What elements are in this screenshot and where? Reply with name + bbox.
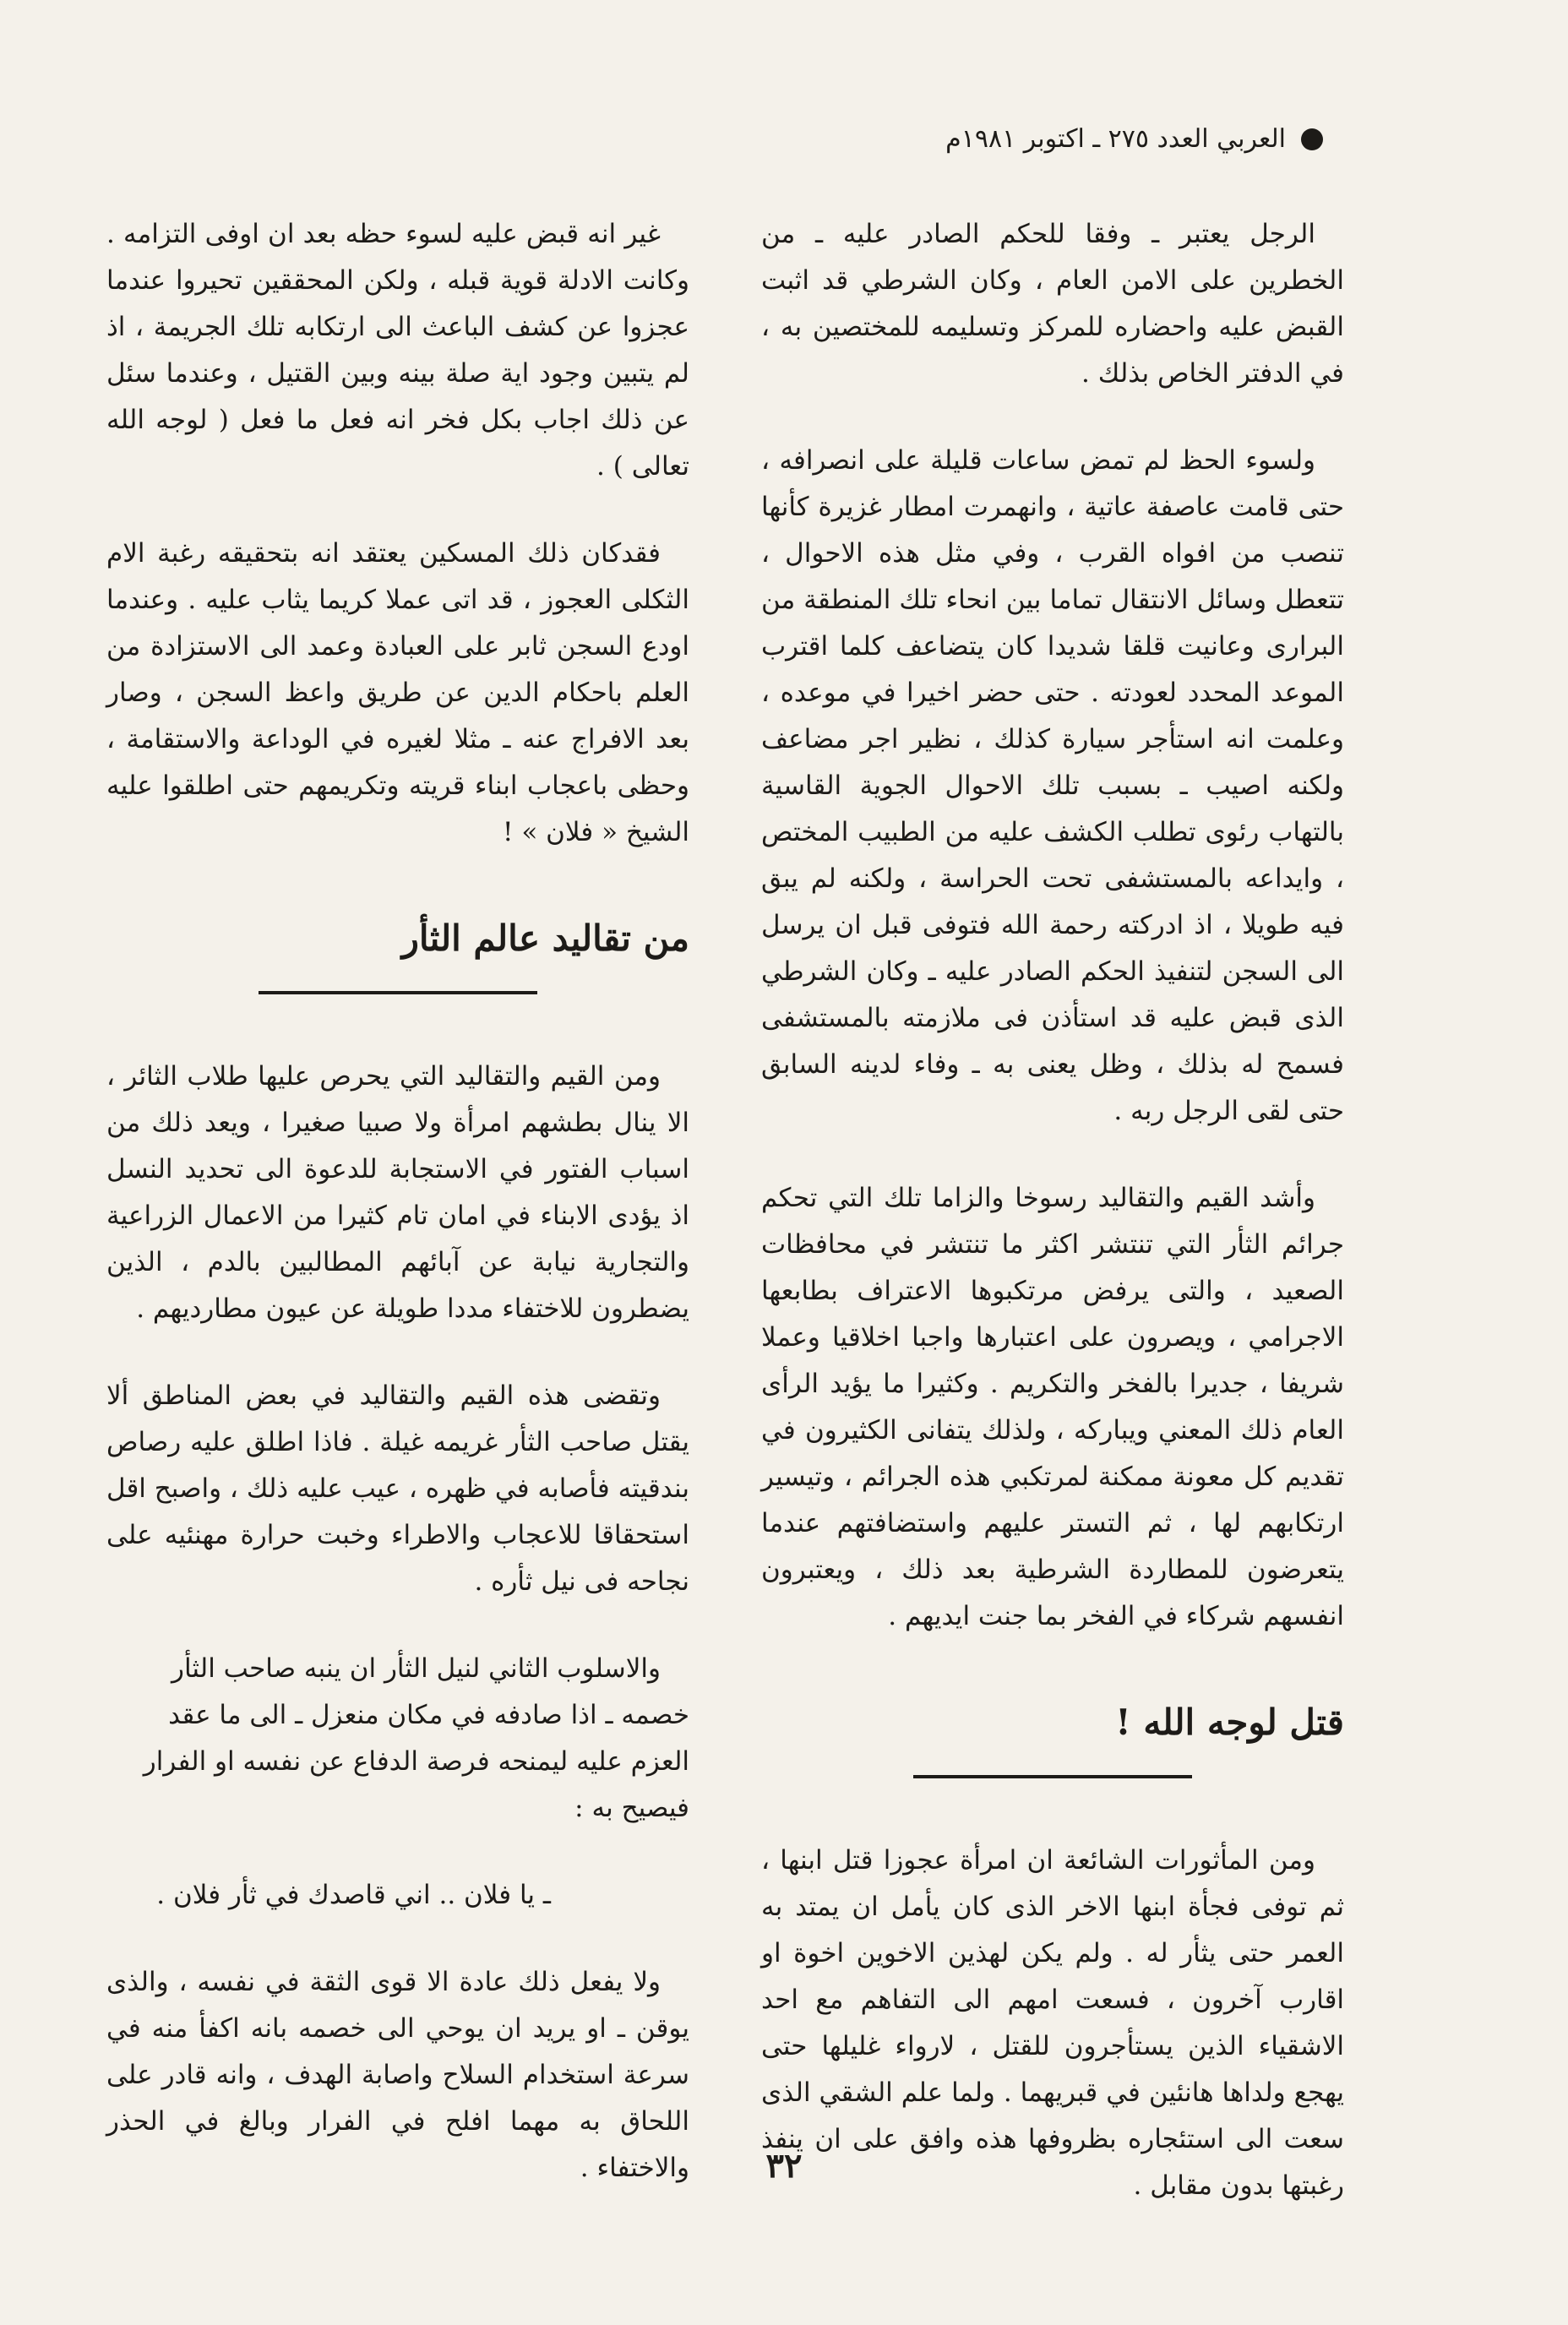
left-column	[106, 211, 689, 2232]
right-column	[761, 211, 1344, 2250]
paragraph: فقدكان ذلك المسكين يعتقد انه بتحقيقه رغبة الام الثكلى العجوز ، قد اتى عملا كريما يثاب عليه . وعندما اودع السجن ثابر على العبادة وعمد الى الاستزادة من العلم باحكام الدين عن طريق واعظ السجن ، وصار بعد الافراج عنه ـ مثلا لغيره في الوداعة والاستقامة ، وحظى باعجاب ابناء قريته وتكريمهم حتى اطلقوا عليه الشيخ « فلان » !	[106, 538, 689, 847]
quoted-call: ـ يا فلان .. اني قاصدك في ثأر فلان .	[156, 1880, 551, 1910]
paragraph: ولا يفعل ذلك عادة الا قوى الثقة في نفسه ، والذى يوقن ـ او يريد ان يوحي الى خصمه بانه اكفأ منه في سرعة استخدام السلاح واصابة الهدف ، وانه قادر على اللحاق به مهما افلح في الفرار وبالغ في الحذر والاختفاء .	[106, 1967, 689, 2183]
paragraph: ومن المأثورات الشائعة ان امرأة عجوزا قتل ابنها ، ثم توفى فجأة ابنها الاخر الذى كان يأمل ان يمتد به العمر حتى يثأر له . ولم يكن لهذين الاخوين اخوة او اقارب آخرون ، فسعت امهم الى التفاهم مع احد الاشقياء الذين يستأجرون للقتل ، لارواء غليلها حتى يهجع ولداها هانئين في قبريهما . ولما علم الشقي الذى سعت الى استئجاره بظروفها هذه وافق على ان ينفذ رغبتها بدون مقابل .	[761, 1845, 1344, 2201]
page-number: ٣٢	[765, 2146, 803, 2186]
section-heading: قتل لوجه الله !	[1115, 1702, 1344, 1743]
running-header	[945, 124, 1323, 154]
paragraph: وأشد القيم والتقاليد رسوخا والزاما تلك التي تحكم جرائم الثأر التي تنتشر اكثر ما تنتشر في محافظات الصعيد ، والتى يرفض مرتكبوها الاعتراف بطابعها الاجرامي ، ويصرون على اعتبارها واجبا اخلاقيا وعملا شريفا ، جديرا بالفخر والتكريم . وكثيرا ما يؤيد الرأى العام ذلك المعني ويباركه ، ولذلك يتفانى الكثيرون في تقديم كل معونة ممكنة لمرتكبي هذه الجرائم ، وتيسير ارتكابهم لها ، ثم التستر عليهم واستضافتهم عندما يتعرضون للمطاردة الشرطية بعد ذلك ، ويعتبرون انفسهم شركاء في الفخر بما جنت ايديهم .	[761, 1183, 1344, 1631]
heading-underline	[259, 991, 537, 994]
paragraph: الرجل يعتبر ـ وفقا للحكم الصادر عليه ـ من الخطرين على الامن العام ، وكان الشرطي قد اثبت القبض عليه واحضاره للمركز وتسليمه للمختصين به ، في الدفتر الخاص بذلك .	[761, 219, 1344, 389]
paragraph: ومن القيم والتقاليد التي يحرص عليها طلاب الثائر ، الا ينال بطشهم امرأة ولا صبيا صغيرا ، ويعد ذلك من اسباب الفتور في الاستجابة للدعوة الى تحديد النسل اذ يؤدى الابناء في امان تام كثيرا من الاعمال الزراعية والتجارية نيابة عن آبائهم المطالبين بالدم ، الذين يضطرون للاختفاء مددا طويلة عن عيون مطارديهم .	[106, 1061, 689, 1324]
section-heading: من تقاليد عالم الثأر	[401, 917, 689, 959]
running-head-text: العربي العدد ٢٧٥ ـ اكتوبر ١٩٨١م	[945, 124, 1286, 154]
paragraph: والاسلوب الثاني لنيل الثأر ان ينبه صاحب الثأر خصمه ـ اذا صادفه في مكان منعزل ـ الى ما عقد العزم عليه ليمنحه فرصة الدفاع عن نفسه او الفرار فيصيح به :	[143, 1653, 689, 1823]
heading-underline	[913, 1775, 1192, 1778]
paragraph: وتقضى هذه القيم والتقاليد في بعض المناطق ألا يقتل صاحب الثأر غريمه غيلة . فاذا اطلق عليه رصاص بندقيته فأصابه في ظهره ، عيب عليه ذلك ، واصبح اقل استحقاقا للاعجاب والاطراء وخبت حرارة مهنئيه على نجاحه فى نيل ثأره .	[106, 1380, 689, 1597]
paragraph: غير انه قبض عليه لسوء حظه بعد ان اوفى التزامه . وكانت الادلة قوية قبله ، ولكن المحققين تحيروا عندما عجزوا عن كشف الباعث الى ارتكابه تلك الجريمة ، اذ لم يتبين وجود اية صلة بينه وبين القتيل ، وعندما سئل عن ذلك اجاب بكل فخر انه فعل ما فعل ( لوجه الله تعالى ) .	[106, 219, 689, 482]
bullet-dot-icon	[1301, 128, 1323, 150]
paragraph: ولسوء الحظ لم تمض ساعات قليلة على انصرافه ، حتى قامت عاصفة عاتية ، وانهمرت امطار غزيرة كأنها تنصب من افواه القرب ، وفي مثل هذه الاحوال ، تتعطل وسائل الانتقال تماما بين انحاء تلك المنطقة من البرارى وعانيت قلقا شديدا كان يتضاعف كلما اقترب الموعد المحدد لعودته . حتى حضر اخيرا في موعده ، وعلمت انه استأجر سيارة كذلك ، نظير اجر مضاعف ولكنه اصيب ـ بسبب تلك الاحوال الجوية القاسية بالتهاب رئوى تطلب الكشف عليه من الطبيب المختص ، وايداعه بالمستشفى تحت الحراسة ، ولكنه لم يبق فيه طويلا ، اذ ادركته رحمة الله فتوفى قبل ان يرسل الى السجن لتنفيذ الحكم الصادر عليه ـ وكان الشرطي الذى قبض عليه قد استأذن فى ملازمته بالمستشفى فسمح له بذلك ، وظل يعنى به ـ وفاء لدينه السابق حتى لقى الرجل ربه .	[761, 445, 1344, 1126]
